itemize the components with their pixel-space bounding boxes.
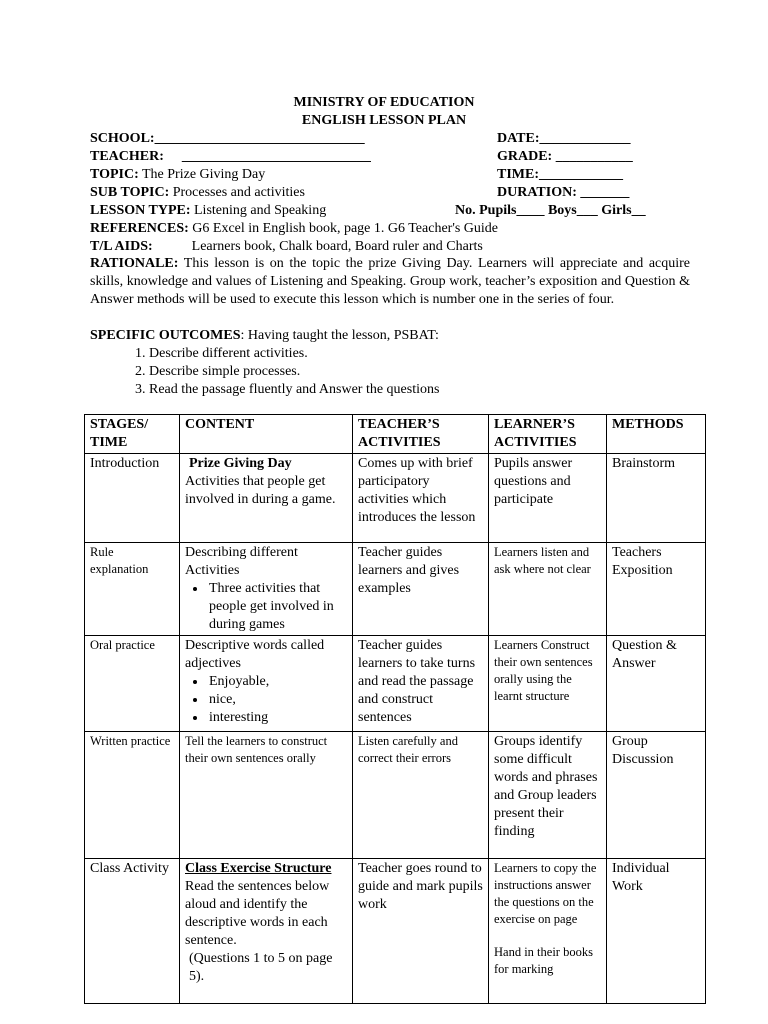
teacher-cell: Listen carefully and correct their errors — [353, 732, 489, 859]
header-learner-activities: LEARNER’S ACTIVITIES — [489, 415, 607, 454]
content-bullet: • interesting — [207, 709, 347, 727]
stage-cell: Written practice — [85, 732, 180, 859]
content-bullet: • nice, — [207, 691, 347, 709]
references-field: REFERENCES: G6 Excel in English book, page 1. G6 Teacher's Guide — [90, 221, 499, 236]
teacher-cell: Teacher guides learners to take turns and read the passage and construct sentences — [353, 636, 489, 732]
header-content: CONTENT — [180, 415, 353, 454]
lesson-type-field: LESSON TYPE: Listening and Speaking — [90, 203, 327, 218]
table-row — [85, 859, 706, 1004]
learner-cell: Learners Construct their own sentences orally using the learnt structure — [489, 636, 607, 732]
stage-cell: Oral practice — [85, 636, 180, 732]
method-cell: Group Discussion — [607, 732, 706, 859]
teacher-cell: Teacher guides learners and gives examples — [353, 543, 489, 636]
content-bullet: • Three activities that people get involved in during games — [207, 580, 347, 634]
content-cell: Tell the learners to construct their own sentences orally — [180, 732, 353, 859]
method-cell: Teachers Exposition — [607, 543, 706, 636]
learner-cell: Learners listen and ask where not clear — [489, 543, 607, 636]
grade-field: GRADE: ___________ — [497, 149, 633, 164]
subtopic-field: SUB TOPIC: Processes and activities — [90, 185, 305, 200]
date-field: DATE:_____________ — [497, 131, 631, 146]
header-stages: STAGES/ TIME — [85, 415, 180, 454]
learner-cell: Learners to copy the instructions answer the questions on the exercise on page Hand in their books for marking — [489, 859, 607, 1004]
table-row — [85, 636, 706, 732]
table-row — [85, 732, 706, 859]
rationale-paragraph: RATIONALE: This lesson is on the topic the prize Giving Day. Learners will appreciate and acquire skills, knowledge and values of Listening and Speaking. Group work, teacher’s exposition and Question & Answer methods will be used to execute this lesson which is number one in the series of four. — [90, 256, 691, 307]
stage-cell: Rule explanation — [85, 543, 180, 636]
teacher-field: TEACHER: ___________________________ — [90, 149, 371, 164]
content-cell: Prize Giving Day Activities that people get involved in during a game. — [180, 454, 353, 543]
plan-title: ENGLISH LESSON PLAN — [301, 113, 467, 128]
method-cell: Brainstorm — [607, 454, 706, 543]
school-field: SCHOOL:______________________________ — [90, 131, 365, 146]
teacher-cell: Comes up with brief participatory activities which introduces the lesson — [353, 454, 489, 543]
stage-cell: Class Activity — [85, 859, 180, 1004]
content-cell: Descriptive words called adjectives • Enjoyable, • nice, • interesting — [180, 636, 353, 732]
lesson-plan-table — [84, 414, 706, 1004]
header-methods: METHODS — [607, 415, 706, 454]
duration-field: DURATION: _______ — [497, 185, 630, 200]
learner-cell: Groups identify some difficult words and phrases and Group leaders present their finding — [489, 732, 607, 859]
time-field: TIME:____________ — [497, 167, 623, 182]
method-cell: Individual Work — [607, 859, 706, 1004]
pupils-field: No. Pupils____ Boys___ Girls__ — [455, 203, 646, 218]
content-cell: Describing different Activities • Three activities that people get involved in during games — [180, 543, 353, 636]
table-header-row — [85, 415, 706, 454]
outcome-item: 3. Read the passage fluently and Answer the questions — [135, 382, 440, 397]
stage-cell: Introduction — [85, 454, 180, 543]
content-bullet: • Enjoyable, — [207, 673, 347, 691]
ministry-heading: MINISTRY OF EDUCATION — [293, 95, 475, 110]
table-row — [85, 543, 706, 636]
outcome-item: 1. Describe different activities. — [135, 346, 308, 361]
teacher-cell: Teacher goes round to guide and mark pupils work — [353, 859, 489, 1004]
table-row — [85, 454, 706, 543]
tl-aids-field: T/L AIDS: Learners book, Chalk board, Board ruler and Charts — [90, 239, 483, 254]
topic-field: TOPIC: The Prize Giving Day — [90, 167, 266, 182]
outcome-item: 2. Describe simple processes. — [135, 364, 301, 379]
method-cell: Question & Answer — [607, 636, 706, 732]
content-cell: Class Exercise Structure Read the sentences below aloud and identify the descriptive words in each sentence. (Questions 1 to 5 on page 5). — [180, 859, 353, 1004]
learner-cell: Pupils answer questions and participate — [489, 454, 607, 543]
specific-outcomes-heading: SPECIFIC OUTCOMES: Having taught the lesson, PSBAT: — [90, 328, 439, 343]
header-teacher-activities: TEACHER’S ACTIVITIES — [353, 415, 489, 454]
